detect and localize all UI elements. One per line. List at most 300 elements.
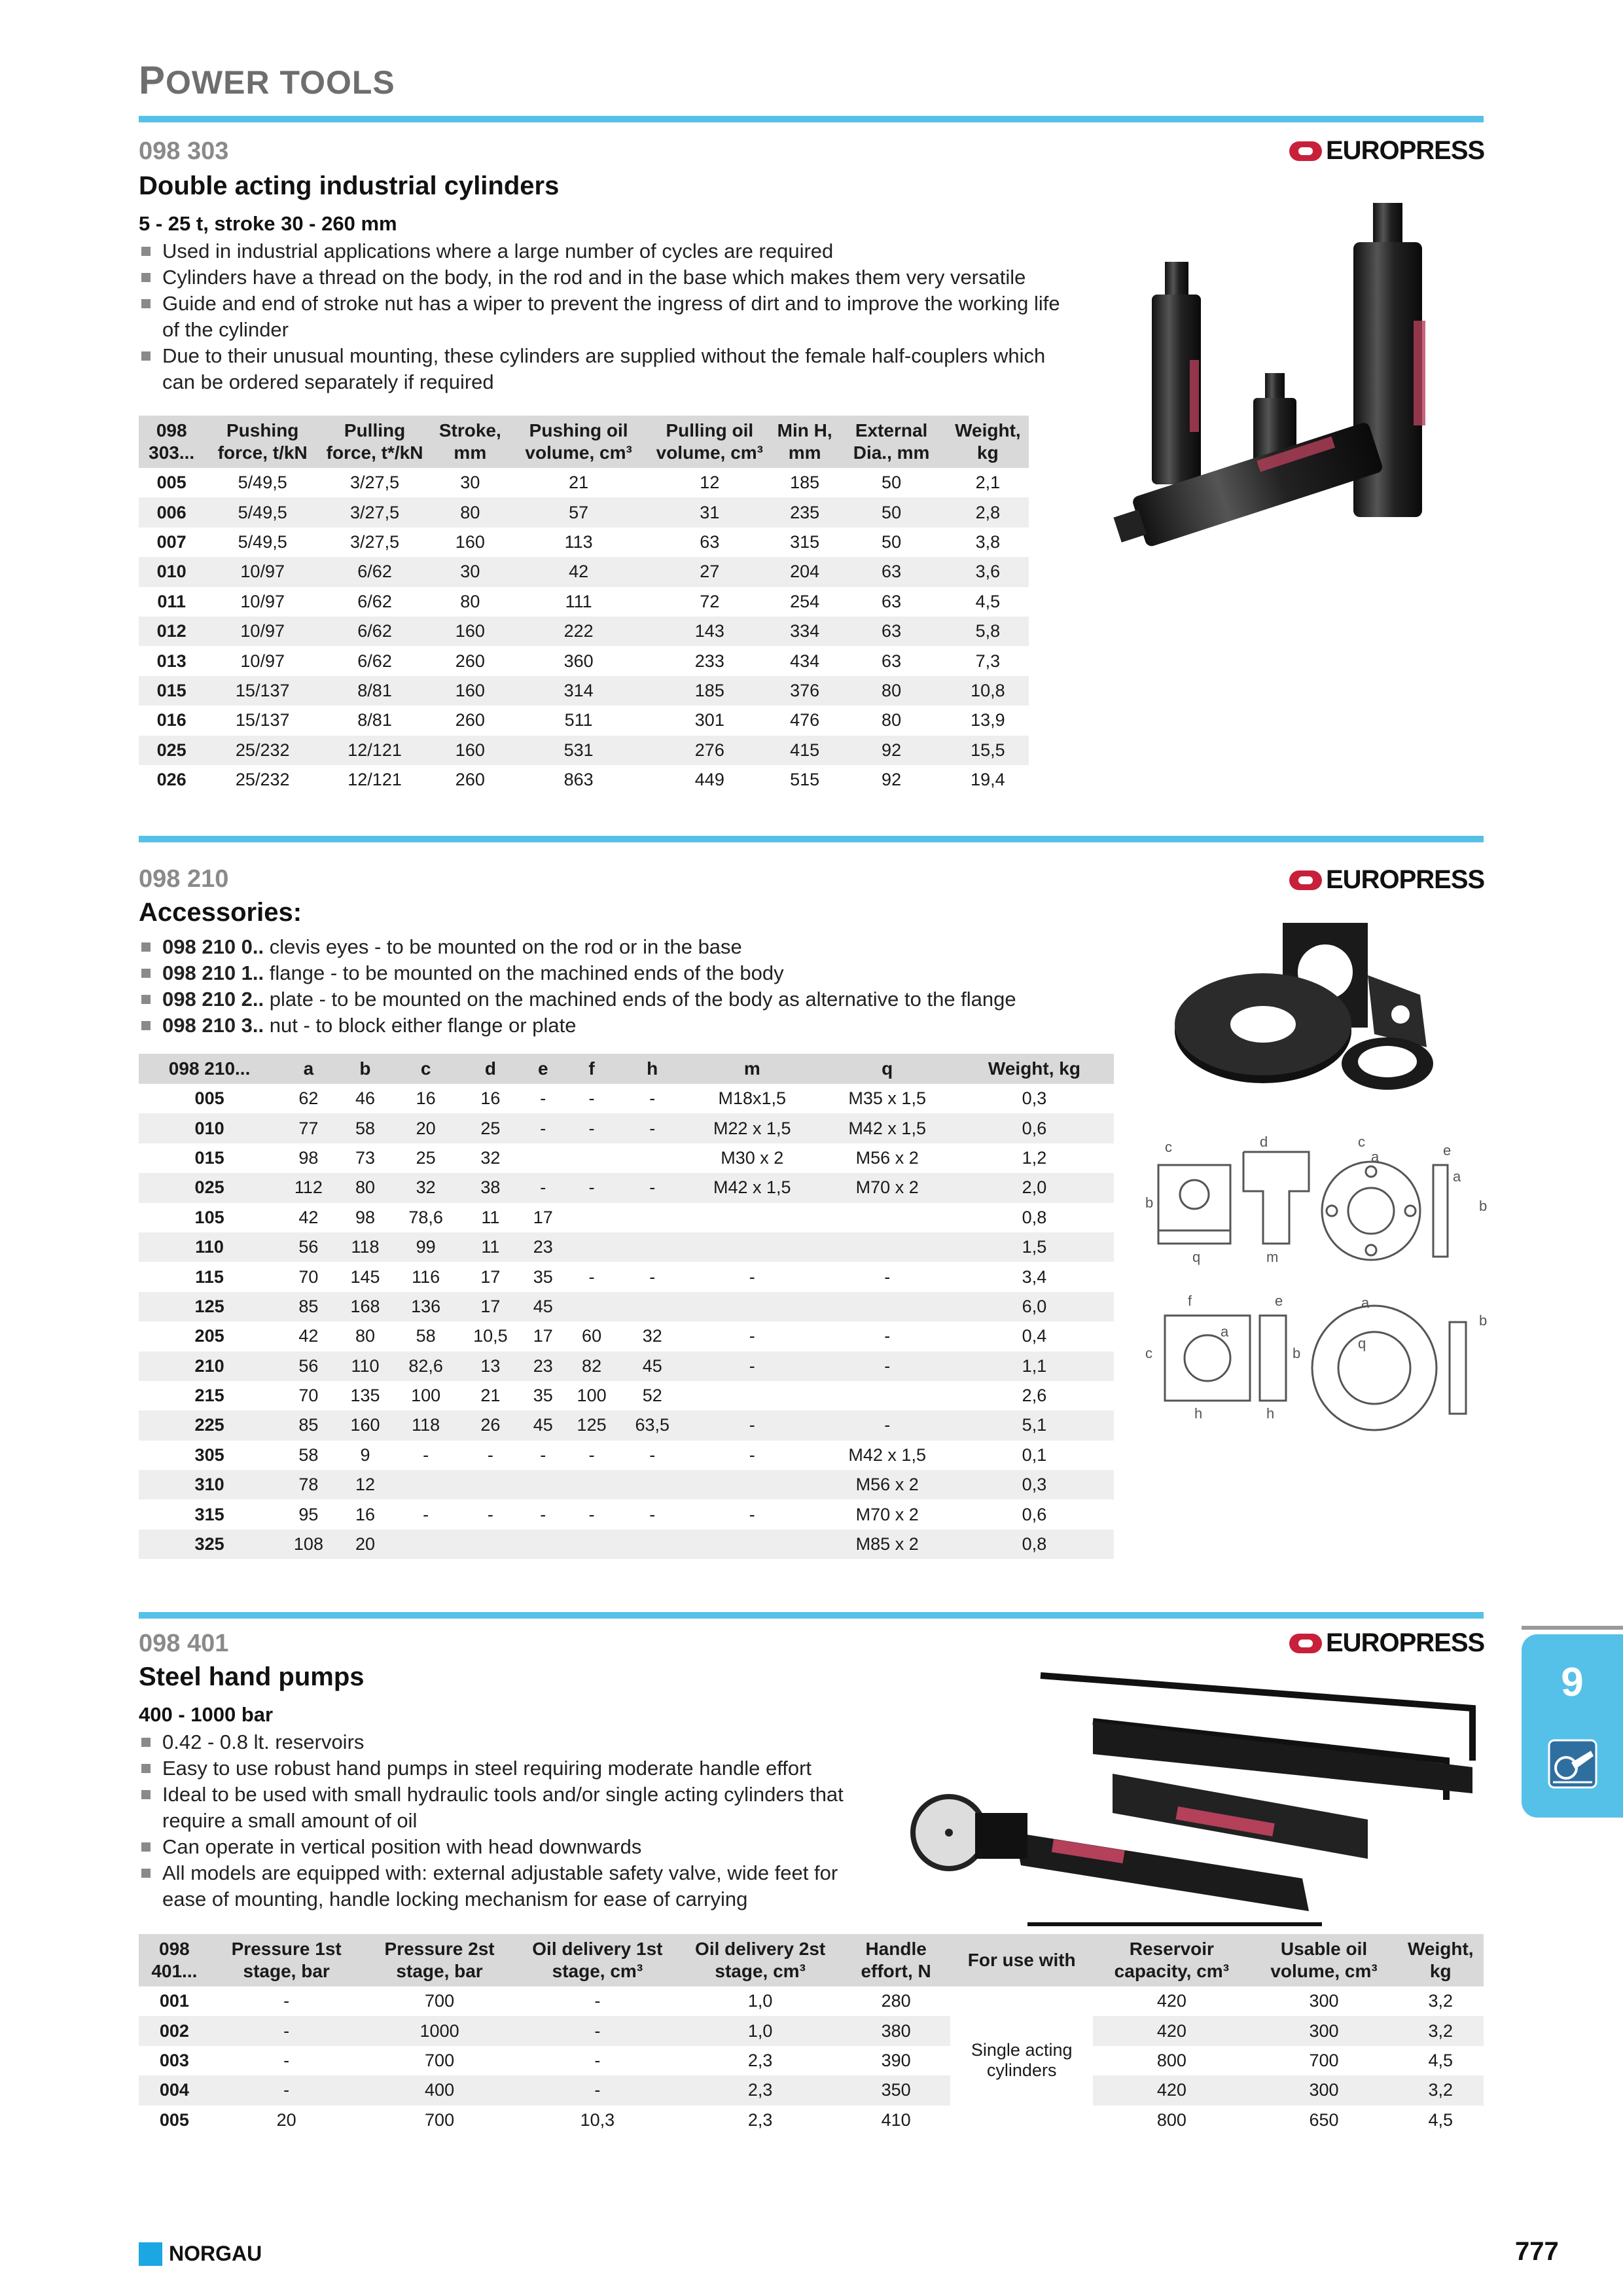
column-header: Weight, kg — [947, 416, 1029, 468]
table-cell: 25/232 — [235, 770, 290, 790]
table-cell: 111 — [565, 591, 592, 611]
bullet-item: Guide and end of stroke nut has a wiper to prevent the ingress of dirt and to improve the working life of the cylinder — [139, 291, 1075, 343]
row-code: 105 — [194, 1207, 224, 1227]
column-header: Pressure 1st stage, bar — [210, 1934, 363, 1986]
table-cell: 118 — [337, 1232, 394, 1262]
table-cell: M42 x 1,5 — [685, 1173, 819, 1202]
table-cell: 0,4 — [1022, 1326, 1047, 1346]
table-cell: 11 — [481, 1207, 500, 1227]
row-code: 010 — [139, 1113, 280, 1143]
footer-logo — [139, 2242, 262, 2266]
table-cell: 3/27,5 — [321, 497, 429, 527]
table-cell: 78 — [280, 1470, 337, 1499]
dimension-label: b — [1479, 1312, 1488, 1329]
dimension-label: m — [1266, 1249, 1279, 1265]
table-cell: 143 — [646, 617, 774, 646]
column-header: q — [820, 1054, 955, 1084]
row-code: 025 — [139, 736, 204, 765]
table-row — [139, 676, 1029, 706]
row-code: 013 — [156, 651, 187, 671]
row-code: 012 — [139, 617, 204, 646]
dimension-label: c — [1165, 1139, 1172, 1155]
table-row — [139, 1173, 1114, 1202]
table-cell: 5,8 — [947, 617, 1029, 646]
section-divider — [139, 1612, 1484, 1619]
row-code: 315 — [194, 1504, 224, 1524]
table-cell: 360 — [563, 651, 594, 671]
table-cell: - — [283, 1991, 290, 2011]
dimension-label: q — [1358, 1335, 1366, 1352]
table-cell: M70 x 2 — [855, 1504, 919, 1524]
table-cell: 80 — [355, 1326, 375, 1346]
table-cell: 26 — [458, 1410, 523, 1440]
brand-name: EUROPRESS — [1326, 136, 1485, 165]
table-cell: 3,2 — [1398, 2016, 1484, 2045]
table-cell: 235 — [774, 497, 836, 527]
accessories-photo — [1171, 916, 1446, 1100]
row-code: 011 — [157, 591, 186, 611]
table-cell: - — [820, 1410, 955, 1440]
brand-name: EUROPRESS — [1326, 865, 1485, 894]
table-cell: 380 — [842, 2016, 950, 2045]
column-header: 098 210... — [139, 1054, 280, 1084]
dimension-label: f — [1188, 1293, 1192, 1309]
table-cell — [620, 1143, 685, 1173]
table-cell: 8/81 — [357, 710, 392, 730]
table-cell: M18x1,5 — [718, 1088, 787, 1109]
norgau-logo-icon — [139, 2242, 162, 2266]
table-cell: 160 — [455, 531, 485, 552]
row-code: 010 — [139, 557, 204, 586]
table-cell: 2,0 — [955, 1173, 1114, 1202]
table-cell: - — [540, 1444, 546, 1465]
section3-features — [139, 1729, 885, 1912]
table-cell: 12/121 — [348, 770, 402, 790]
table-row — [139, 557, 1029, 586]
table-cell: 13 — [458, 1352, 523, 1381]
table-cell: 254 — [790, 591, 820, 611]
table-cell: 82,6 — [393, 1352, 458, 1381]
table-row — [139, 1232, 1114, 1262]
table-cell: 4,5 — [975, 591, 1001, 611]
table-cell: - — [588, 1266, 595, 1287]
table-cell: 63 — [700, 531, 720, 552]
dimension-label: d — [1260, 1134, 1268, 1150]
table-cell: 301 — [694, 710, 724, 730]
table-cell: 58 — [337, 1113, 394, 1143]
table-cell: 511 — [564, 710, 593, 730]
table-cell: 2,8 — [947, 497, 1029, 527]
table-cell: 32 — [480, 1147, 501, 1168]
row-code: 325 — [139, 1530, 280, 1559]
dimension-label: a — [1361, 1295, 1370, 1311]
dimension-label: a — [1453, 1168, 1461, 1185]
table-cell: 1000 — [363, 2016, 516, 2045]
table-cell: M70 x 2 — [820, 1173, 955, 1202]
table-cell: 78,6 — [408, 1207, 443, 1227]
section-divider — [139, 116, 1484, 122]
hand-pumps-table — [139, 1934, 1484, 2135]
table-cell: 56 — [280, 1232, 337, 1262]
bullet-item — [139, 986, 1107, 1013]
table-cell: 30 — [460, 473, 480, 493]
table-cell: - — [588, 1088, 595, 1109]
dimension-label: c — [1145, 1345, 1152, 1361]
table-cell: - — [563, 1173, 620, 1202]
table-cell: 9 — [360, 1444, 370, 1465]
table-cell — [685, 1203, 819, 1232]
cylinders-table — [139, 416, 1029, 795]
table-cell: 10/97 — [204, 557, 321, 586]
brand-logo — [1289, 136, 1484, 166]
accessory-code: 098 210 2.. — [162, 988, 264, 1011]
table-row — [139, 1084, 1114, 1113]
table-cell: 700 — [1309, 2050, 1339, 2070]
table-cell: 30 — [429, 557, 512, 586]
table-cell: 449 — [694, 770, 724, 790]
table-cell: 10/97 — [240, 591, 285, 611]
table-cell: 5/49,5 — [238, 473, 287, 493]
table-cell: 2,6 — [1022, 1386, 1047, 1406]
table-cell: 73 — [355, 1147, 375, 1168]
table-cell: 63 — [882, 591, 902, 611]
table-cell — [620, 1232, 685, 1262]
table-cell: 70 — [298, 1266, 319, 1287]
table-cell: 800 — [1156, 2050, 1186, 2070]
table-cell: - — [487, 1504, 493, 1524]
table-cell — [620, 1470, 685, 1499]
table-cell: 222 — [512, 617, 646, 646]
dimension-label: a — [1221, 1323, 1229, 1340]
column-header: 098 401... — [139, 1934, 210, 1986]
dimension-label: b — [1145, 1194, 1154, 1211]
table-cell: 6/62 — [321, 557, 429, 586]
table-cell: 57 — [512, 497, 646, 527]
table-cell: 3,6 — [947, 557, 1029, 586]
table-cell: 60 — [582, 1326, 602, 1346]
table-cell: 185 — [646, 676, 774, 706]
column-header: Pushing oil volume, cm³ — [512, 416, 646, 468]
row-code: 025 — [139, 1173, 280, 1202]
column-header: Weight, kg — [1398, 1934, 1484, 1986]
row-code: 026 — [156, 770, 187, 790]
table-cell: 85 — [280, 1292, 337, 1321]
row-code: 003 — [159, 2050, 189, 2070]
accessory-code: 098 210 0.. — [162, 935, 264, 958]
table-cell: - — [649, 1088, 656, 1109]
table-cell: 80 — [429, 497, 512, 527]
table-cell: 21 — [569, 473, 589, 493]
column-header: m — [685, 1054, 819, 1084]
table-cell: 58 — [416, 1326, 436, 1346]
accessory-code: 098 210 1.. — [162, 961, 264, 984]
table-cell: 1,0 — [679, 2016, 842, 2045]
table-cell: 16 — [416, 1088, 436, 1109]
table-cell: 434 — [790, 651, 820, 671]
table-cell: 8/81 — [321, 676, 429, 706]
europress-logo-icon — [1289, 1634, 1322, 1653]
dimension-label: q — [1192, 1249, 1201, 1265]
table-cell: 0,3 — [955, 1470, 1114, 1499]
column-header: Min H, mm — [774, 416, 836, 468]
table-cell: 52 — [642, 1386, 662, 1406]
row-code: 004 — [139, 2075, 210, 2105]
table-row — [139, 1410, 1114, 1440]
dimension-label: e — [1443, 1142, 1452, 1158]
table-cell: 3,8 — [975, 531, 1001, 552]
table-cell: 95 — [298, 1504, 319, 1524]
table-cell — [685, 1470, 819, 1499]
table-cell — [820, 1203, 955, 1232]
table-cell — [458, 1470, 523, 1499]
brand-logo — [1289, 1628, 1484, 1658]
table-row — [139, 2075, 1484, 2105]
table-cell: 19,4 — [971, 770, 1005, 790]
table-row — [139, 1321, 1114, 1351]
table-cell: 5,1 — [955, 1410, 1114, 1440]
table-cell: 27 — [646, 557, 774, 586]
row-code: 005 — [156, 473, 187, 493]
table-cell: - — [620, 1113, 685, 1143]
table-cell: 118 — [393, 1410, 458, 1440]
table-cell: 0,6 — [1022, 1504, 1047, 1524]
chapter-number: 9 — [1561, 1660, 1584, 1705]
table-cell: 260 — [455, 710, 485, 730]
column-header: Pulling force, t*/kN — [321, 416, 429, 468]
bullet-item — [139, 960, 1107, 986]
table-cell: 0,6 — [955, 1113, 1114, 1143]
accessory-description: flange - to be mounted on the machined ends of the body — [264, 961, 784, 984]
table-cell: 0,8 — [1022, 1207, 1047, 1227]
bullet-item: Cylinders have a thread on the body, in the rod and in the base which makes them very versatile — [139, 264, 1075, 291]
section1-features — [139, 238, 1075, 395]
table-cell: 21 — [480, 1386, 501, 1406]
table-cell: 400 — [363, 2075, 516, 2105]
dimension-label: h — [1266, 1405, 1275, 1422]
column-header: Oil delivery 1st stage, cm³ — [516, 1934, 679, 1986]
table-cell — [820, 1292, 955, 1321]
section-divider — [139, 836, 1484, 842]
row-code: 125 — [139, 1292, 280, 1321]
table-cell: - — [685, 1410, 819, 1440]
table-cell: 15/137 — [204, 676, 321, 706]
table-cell: - — [210, 2075, 363, 2105]
table-cell: 92 — [882, 770, 902, 790]
table-cell: 25/232 — [204, 736, 321, 765]
europress-logo-icon — [1289, 870, 1322, 890]
section1-code: 098 303 — [139, 137, 229, 165]
grinder-icon — [1548, 1739, 1597, 1789]
table-cell: 46 — [355, 1088, 375, 1109]
table-cell — [563, 1292, 620, 1321]
table-cell: 300 — [1250, 2075, 1397, 2105]
dimension-label: b — [1479, 1198, 1488, 1214]
table-cell: 700 — [425, 2050, 455, 2070]
table-row — [139, 2106, 1484, 2135]
table-cell: M42 x 1,5 — [848, 1444, 926, 1465]
table-cell: 0,3 — [1022, 1088, 1047, 1109]
row-code: 007 — [156, 531, 187, 552]
section2-accessories-list — [139, 934, 1107, 1039]
column-header: Weight, kg — [955, 1054, 1114, 1084]
table-cell: 12 — [700, 473, 720, 493]
column-header: a — [280, 1054, 337, 1084]
column-header: c — [393, 1054, 458, 1084]
table-row — [139, 736, 1029, 765]
table-cell — [620, 1292, 685, 1321]
table-cell: - — [423, 1504, 429, 1524]
section1-subtitle: 5 - 25 t, stroke 30 - 260 mm — [139, 212, 397, 235]
table-cell: 145 — [350, 1266, 380, 1287]
row-code: 115 — [195, 1266, 224, 1287]
table-cell: 135 — [350, 1386, 380, 1406]
row-code: 001 — [159, 1991, 189, 2011]
table-cell — [563, 1232, 620, 1262]
table-row — [139, 646, 1029, 675]
table-cell: 23 — [523, 1352, 563, 1381]
table-cell: 515 — [790, 770, 820, 790]
column-header: Pulling oil volume, cm³ — [646, 416, 774, 468]
table-cell: 80 — [882, 710, 902, 730]
column-header: e — [523, 1054, 563, 1084]
table-cell: 113 — [564, 531, 593, 552]
table-row — [139, 1113, 1114, 1143]
table-cell: 476 — [790, 710, 820, 730]
table-cell: 80 — [460, 591, 480, 611]
dimension-label: c — [1358, 1134, 1365, 1150]
table-cell: 11 — [458, 1232, 523, 1262]
page-title — [139, 58, 395, 103]
table-cell: 32 — [393, 1173, 458, 1202]
table-cell: 112 — [280, 1173, 337, 1202]
table-cell: 1,2 — [1022, 1147, 1047, 1168]
table-cell: 45 — [523, 1292, 563, 1321]
table-cell: - — [423, 1444, 429, 1465]
table-cell: 233 — [694, 651, 724, 671]
table-row — [139, 1470, 1114, 1499]
row-code: 015 — [139, 676, 204, 706]
table-cell: - — [749, 1266, 755, 1287]
table-cell: 276 — [646, 736, 774, 765]
table-cell: 2,3 — [747, 2109, 773, 2130]
column-header: Stroke, mm — [429, 416, 512, 468]
table-cell: 4,5 — [1428, 2050, 1454, 2070]
row-code: 310 — [139, 1470, 280, 1499]
section2-title: Accessories: — [139, 898, 302, 927]
table-cell: 100 — [411, 1386, 441, 1406]
row-code: 210 — [139, 1352, 280, 1381]
table-cell: M35 x 1,5 — [848, 1088, 926, 1109]
table-cell: 700 — [425, 1991, 455, 2011]
table-cell: 420 — [1093, 2016, 1250, 2045]
table-cell: - — [620, 1173, 685, 1202]
bullet-item: All models are equipped with: external adjustable safety valve, wide feet for ease of mounting, handle locking mechanism for ease of carrying — [139, 1860, 885, 1912]
table-cell: 415 — [774, 736, 836, 765]
accessories-technical-drawing — [1126, 1132, 1492, 1446]
table-cell: - — [588, 1444, 595, 1465]
table-cell: 42 — [298, 1326, 319, 1346]
table-row — [139, 1262, 1114, 1291]
table-cell: 17 — [533, 1207, 553, 1227]
row-code: 225 — [139, 1410, 280, 1440]
table-cell: - — [749, 1504, 755, 1524]
brand-logo — [1289, 865, 1484, 895]
table-cell — [685, 1530, 819, 1559]
table-cell: - — [749, 1326, 755, 1346]
table-cell: - — [487, 1444, 493, 1465]
table-cell — [523, 1143, 563, 1173]
table-cell: - — [563, 1113, 620, 1143]
accessory-description: nut - to block either flange or plate — [264, 1014, 577, 1037]
table-cell: 80 — [836, 676, 946, 706]
section3-subtitle: 400 - 1000 bar — [139, 1703, 274, 1726]
table-cell: 16 — [355, 1504, 375, 1524]
table-cell: - — [516, 2075, 679, 2105]
bullet-item: Used in industrial applications where a large number of cycles are required — [139, 238, 1075, 264]
table-cell — [620, 1530, 685, 1559]
table-cell: 390 — [881, 2050, 911, 2070]
table-cell — [393, 1530, 458, 1559]
column-header: Handle effort, N — [842, 1934, 950, 1986]
table-cell: - — [516, 2016, 679, 2045]
table-cell: 168 — [337, 1292, 394, 1321]
table-cell: - — [588, 1504, 595, 1524]
table-cell: 72 — [700, 591, 720, 611]
table-cell: M85 x 2 — [820, 1530, 955, 1559]
dimension-label: e — [1275, 1293, 1283, 1309]
table-cell: 58 — [298, 1444, 319, 1465]
table-cell: 10,5 — [473, 1326, 508, 1346]
table-cell: M30 x 2 — [721, 1147, 784, 1168]
table-cell: - — [210, 2016, 363, 2045]
table-cell: 420 — [1156, 1991, 1186, 2011]
row-code: 305 — [194, 1444, 224, 1465]
chapter-tab[interactable] — [1522, 1634, 1623, 1818]
section1-title: Double acting industrial cylinders — [139, 171, 560, 200]
table-cell: 650 — [1309, 2109, 1339, 2130]
table-cell: 1,1 — [955, 1352, 1114, 1381]
table-cell — [523, 1530, 563, 1559]
table-cell: 204 — [774, 557, 836, 586]
table-row — [139, 1203, 1114, 1232]
table-row — [139, 1986, 1484, 2016]
table-row — [139, 528, 1029, 557]
table-cell: 25 — [416, 1147, 436, 1168]
table-cell: - — [685, 1352, 819, 1381]
table-cell: 12/121 — [321, 736, 429, 765]
column-header: For use with — [950, 1934, 1093, 1986]
hand-pumps-photo — [897, 1662, 1499, 1937]
table-cell: 15/137 — [235, 710, 290, 730]
table-cell: 17 — [533, 1326, 553, 1346]
table-row — [139, 1530, 1114, 1559]
brand-name: EUROPRESS — [1326, 1628, 1485, 1657]
table-cell: 700 — [425, 2109, 455, 2130]
section3-title: Steel hand pumps — [139, 1662, 365, 1691]
table-row — [139, 2046, 1484, 2075]
table-cell: 31 — [646, 497, 774, 527]
table-cell: 1,5 — [955, 1232, 1114, 1262]
europress-logo-icon — [1289, 141, 1322, 161]
table-cell: - — [283, 2050, 290, 2070]
table-cell: 0,1 — [1022, 1444, 1047, 1465]
table-cell: 1,0 — [747, 1991, 773, 2011]
table-row — [139, 765, 1029, 795]
table-cell — [685, 1232, 819, 1262]
table-row — [139, 706, 1029, 735]
table-cell: 116 — [412, 1266, 440, 1287]
side-tab-divider — [1522, 1626, 1623, 1630]
